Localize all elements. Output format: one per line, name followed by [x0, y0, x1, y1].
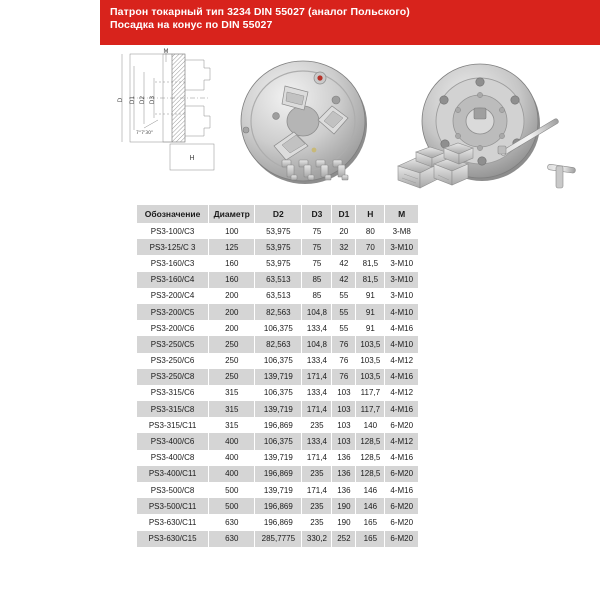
table-row [137, 288, 418, 304]
dim-label-D3: D3 [149, 95, 156, 105]
cell-value: 103 [332, 433, 356, 449]
cell-designation: PS3-200/C5 [137, 304, 209, 320]
cell-value: 80 [356, 223, 385, 239]
cell-designation: PS3-400/C11 [137, 466, 209, 482]
cell-value: 4-M10 [390, 307, 414, 317]
table-row [137, 385, 418, 401]
cell-designation: PS3-250/C8 [137, 369, 209, 385]
product-photo-svg [230, 48, 600, 200]
cell-value: 103 [332, 417, 356, 433]
cell-value: 3-M10 [390, 258, 414, 268]
cell-value: 6-M20 [390, 517, 414, 527]
cell-designation: PS3-250/C6 [137, 353, 209, 369]
cell-value: 125 [209, 239, 255, 255]
column-header-diameter: Диаметр [209, 205, 255, 223]
cell-value: 3-M10 [390, 242, 414, 252]
cell-value: 53,975 [255, 255, 302, 271]
table-row [137, 223, 418, 239]
cell-value: 81,5 [356, 255, 385, 271]
cell-value: 91 [356, 320, 385, 336]
cell-value: 128,5 [356, 450, 385, 466]
table-row [137, 304, 418, 320]
cell-value: 70 [356, 239, 385, 255]
column-header-m: M [385, 205, 418, 223]
dim-label-D2: D2 [139, 95, 146, 105]
column-header-designation: Обозначение [137, 205, 209, 223]
table-row [137, 531, 418, 547]
banner-title-line-1: Патрон токарный тип 3234 DIN 55027 (аналог Польского) [110, 6, 410, 18]
cell-value: 128,5 [356, 466, 385, 482]
cell-value: 63,513 [255, 272, 302, 288]
table-row [137, 353, 418, 369]
cell-value: 400 [209, 450, 255, 466]
dim-label-D1: D1 [129, 95, 136, 105]
technical-drawing [100, 48, 230, 200]
cell-value: 53,975 [255, 223, 302, 239]
cell-value: 117,7 [356, 401, 385, 417]
column-header-d3: D3 [302, 205, 332, 223]
cell-value: 4-M16 [390, 453, 414, 463]
cell-designation: PS3-630/C11 [137, 514, 209, 530]
column-header-h: H [356, 205, 385, 223]
cell-value: 76 [332, 369, 356, 385]
cell-value: 139,719 [255, 401, 302, 417]
cell-value: 133,4 [302, 353, 332, 369]
cell-value: 250 [209, 336, 255, 352]
cell-value: 4-M12 [390, 388, 414, 398]
cell-value: 128,5 [356, 433, 385, 449]
table-row [137, 466, 418, 482]
cell-value: 103,5 [356, 336, 385, 352]
cell-value: 103,5 [356, 353, 385, 369]
cell-value: 171,4 [302, 450, 332, 466]
cell-value: 400 [209, 466, 255, 482]
cell-value: 91 [356, 304, 385, 320]
cell-value: 500 [209, 498, 255, 514]
cell-value: 235 [302, 417, 332, 433]
cell-value: 4-M16 [390, 323, 414, 333]
cell-value: 106,375 [255, 353, 302, 369]
cell-value: 285,7775 [255, 531, 302, 547]
cell-value: 196,869 [255, 498, 302, 514]
cell-value: 3-M8 [392, 226, 411, 236]
cell-value: 3-M10 [390, 291, 414, 301]
cell-value: 103 [332, 385, 356, 401]
table-header-row [137, 205, 418, 223]
cell-value: 75 [302, 239, 332, 255]
cell-value: 330,2 [302, 531, 332, 547]
cell-designation: PS3-160/C3 [137, 255, 209, 271]
cell-value: 6-M20 [390, 501, 414, 511]
cell-designation: PS3-315/C8 [137, 401, 209, 417]
cell-value: 250 [209, 353, 255, 369]
cell-value: 75 [302, 223, 332, 239]
cell-value: 160 [209, 255, 255, 271]
cell-value: 136 [332, 482, 356, 498]
table-row [137, 401, 418, 417]
cell-value: 630 [209, 514, 255, 530]
cell-value: 103 [332, 401, 356, 417]
cell-value: 76 [332, 353, 356, 369]
cell-value: 4-M16 [390, 485, 414, 495]
product-photo [230, 48, 600, 200]
cell-designation: PS3-160/C4 [137, 272, 209, 288]
cell-value: 4-M16 [390, 372, 414, 382]
cell-value: 200 [209, 304, 255, 320]
table-row [137, 336, 418, 352]
cell-value: 32 [332, 239, 356, 255]
cell-value: 104,8 [302, 336, 332, 352]
cell-designation: PS3-500/C8 [137, 482, 209, 498]
cell-value: 82,563 [255, 336, 302, 352]
cell-value: 42 [332, 272, 356, 288]
cell-value: 500 [209, 482, 255, 498]
table-row [137, 482, 418, 498]
cell-designation: PS3-100/C3 [137, 223, 209, 239]
cell-value: 400 [209, 433, 255, 449]
spare-jaws-set [398, 143, 473, 188]
dim-label-D: D [117, 97, 124, 103]
cell-value: 85 [302, 272, 332, 288]
table-row [137, 498, 418, 514]
cell-value: 6-M20 [390, 469, 414, 479]
cell-value: 63,513 [255, 288, 302, 304]
cell-value: 196,869 [255, 417, 302, 433]
table-row [137, 450, 418, 466]
header-banner [100, 0, 600, 45]
cell-value: 75 [302, 255, 332, 271]
cell-designation: PS3-200/C6 [137, 320, 209, 336]
cell-value: 81,5 [356, 272, 385, 288]
cell-value: 235 [302, 498, 332, 514]
cell-value: 53,975 [255, 239, 302, 255]
cell-value: 133,4 [302, 385, 332, 401]
cell-value: 82,563 [255, 304, 302, 320]
cell-value: 55 [332, 304, 356, 320]
table-row [137, 369, 418, 385]
table-row [137, 417, 418, 433]
cell-value: 146 [356, 498, 385, 514]
chuck-cross-section-svg [100, 48, 230, 200]
cell-value: 136 [332, 450, 356, 466]
cell-value: 6-M20 [390, 420, 414, 430]
cell-value: 4-M16 [390, 404, 414, 414]
cell-value: 171,4 [302, 482, 332, 498]
cell-value: 133,4 [302, 433, 332, 449]
cell-value: 6-M20 [390, 534, 414, 544]
column-header-d2: D2 [255, 205, 302, 223]
cell-value: 42 [332, 255, 356, 271]
cell-value: 200 [209, 288, 255, 304]
cell-designation: PS3-125/C 3 [137, 239, 209, 255]
table-row [137, 433, 418, 449]
cell-value: 315 [209, 385, 255, 401]
table-row [137, 255, 418, 271]
cell-value: 100 [209, 223, 255, 239]
cell-value: 85 [302, 288, 332, 304]
cell-designation: PS3-630/C15 [137, 531, 209, 547]
cell-value: 139,719 [255, 450, 302, 466]
cell-value: 252 [332, 531, 356, 547]
table-row [137, 239, 418, 255]
cell-value: 106,375 [255, 320, 302, 336]
cell-value: 104,8 [302, 304, 332, 320]
cell-value: 20 [332, 223, 356, 239]
cell-value: 133,4 [302, 320, 332, 336]
cell-value: 190 [332, 514, 356, 530]
angle-annotation: 7°7'30" [136, 131, 154, 136]
cell-value: 196,869 [255, 466, 302, 482]
cell-designation: PS3-250/C5 [137, 336, 209, 352]
specification-table [137, 205, 418, 547]
cell-value: 235 [302, 466, 332, 482]
column-header-d1: D1 [332, 205, 356, 223]
cell-value: 190 [332, 498, 356, 514]
cell-value: 250 [209, 369, 255, 385]
cell-designation: PS3-500/C11 [137, 498, 209, 514]
cell-value: 103,5 [356, 369, 385, 385]
table-body [137, 223, 418, 547]
cell-designation: PS3-315/C6 [137, 385, 209, 401]
table-row [137, 514, 418, 530]
cell-value: 140 [356, 417, 385, 433]
cell-value: 76 [332, 336, 356, 352]
cell-value: 106,375 [255, 385, 302, 401]
cell-value: 171,4 [302, 401, 332, 417]
cell-value: 3-M10 [390, 275, 414, 285]
cell-value: 4-M10 [390, 339, 414, 349]
table-row [137, 320, 418, 336]
cell-designation: PS3-400/C8 [137, 450, 209, 466]
cell-value: 55 [332, 320, 356, 336]
table-row [137, 272, 418, 288]
cell-value: 196,869 [255, 514, 302, 530]
cell-value: 630 [209, 531, 255, 547]
cell-value: 91 [356, 288, 385, 304]
cell-value: 171,4 [302, 369, 332, 385]
cell-value: 315 [209, 401, 255, 417]
cell-value: 106,375 [255, 433, 302, 449]
banner-title-line-2: Посадка на конус по DIN 55027 [110, 19, 273, 31]
cell-value: 139,719 [255, 369, 302, 385]
dim-label-M: M [163, 48, 169, 55]
cell-value: 160 [209, 272, 255, 288]
cell-value: 139,719 [255, 482, 302, 498]
cell-value: 146 [356, 482, 385, 498]
cell-value: 165 [356, 514, 385, 530]
cell-value: 55 [332, 288, 356, 304]
cell-value: 4-M12 [390, 356, 414, 366]
cell-value: 235 [302, 514, 332, 530]
cell-designation: PS3-315/C11 [137, 417, 209, 433]
cell-value: 136 [332, 466, 356, 482]
cell-value: 117,7 [356, 385, 385, 401]
cell-value: 165 [356, 531, 385, 547]
cell-value: 315 [209, 417, 255, 433]
illustration-area [100, 48, 600, 200]
dim-label-H: H [189, 154, 195, 162]
cell-value: 4-M12 [390, 437, 414, 447]
cell-designation: PS3-400/C6 [137, 433, 209, 449]
cell-value: 200 [209, 320, 255, 336]
cell-designation: PS3-200/C4 [137, 288, 209, 304]
